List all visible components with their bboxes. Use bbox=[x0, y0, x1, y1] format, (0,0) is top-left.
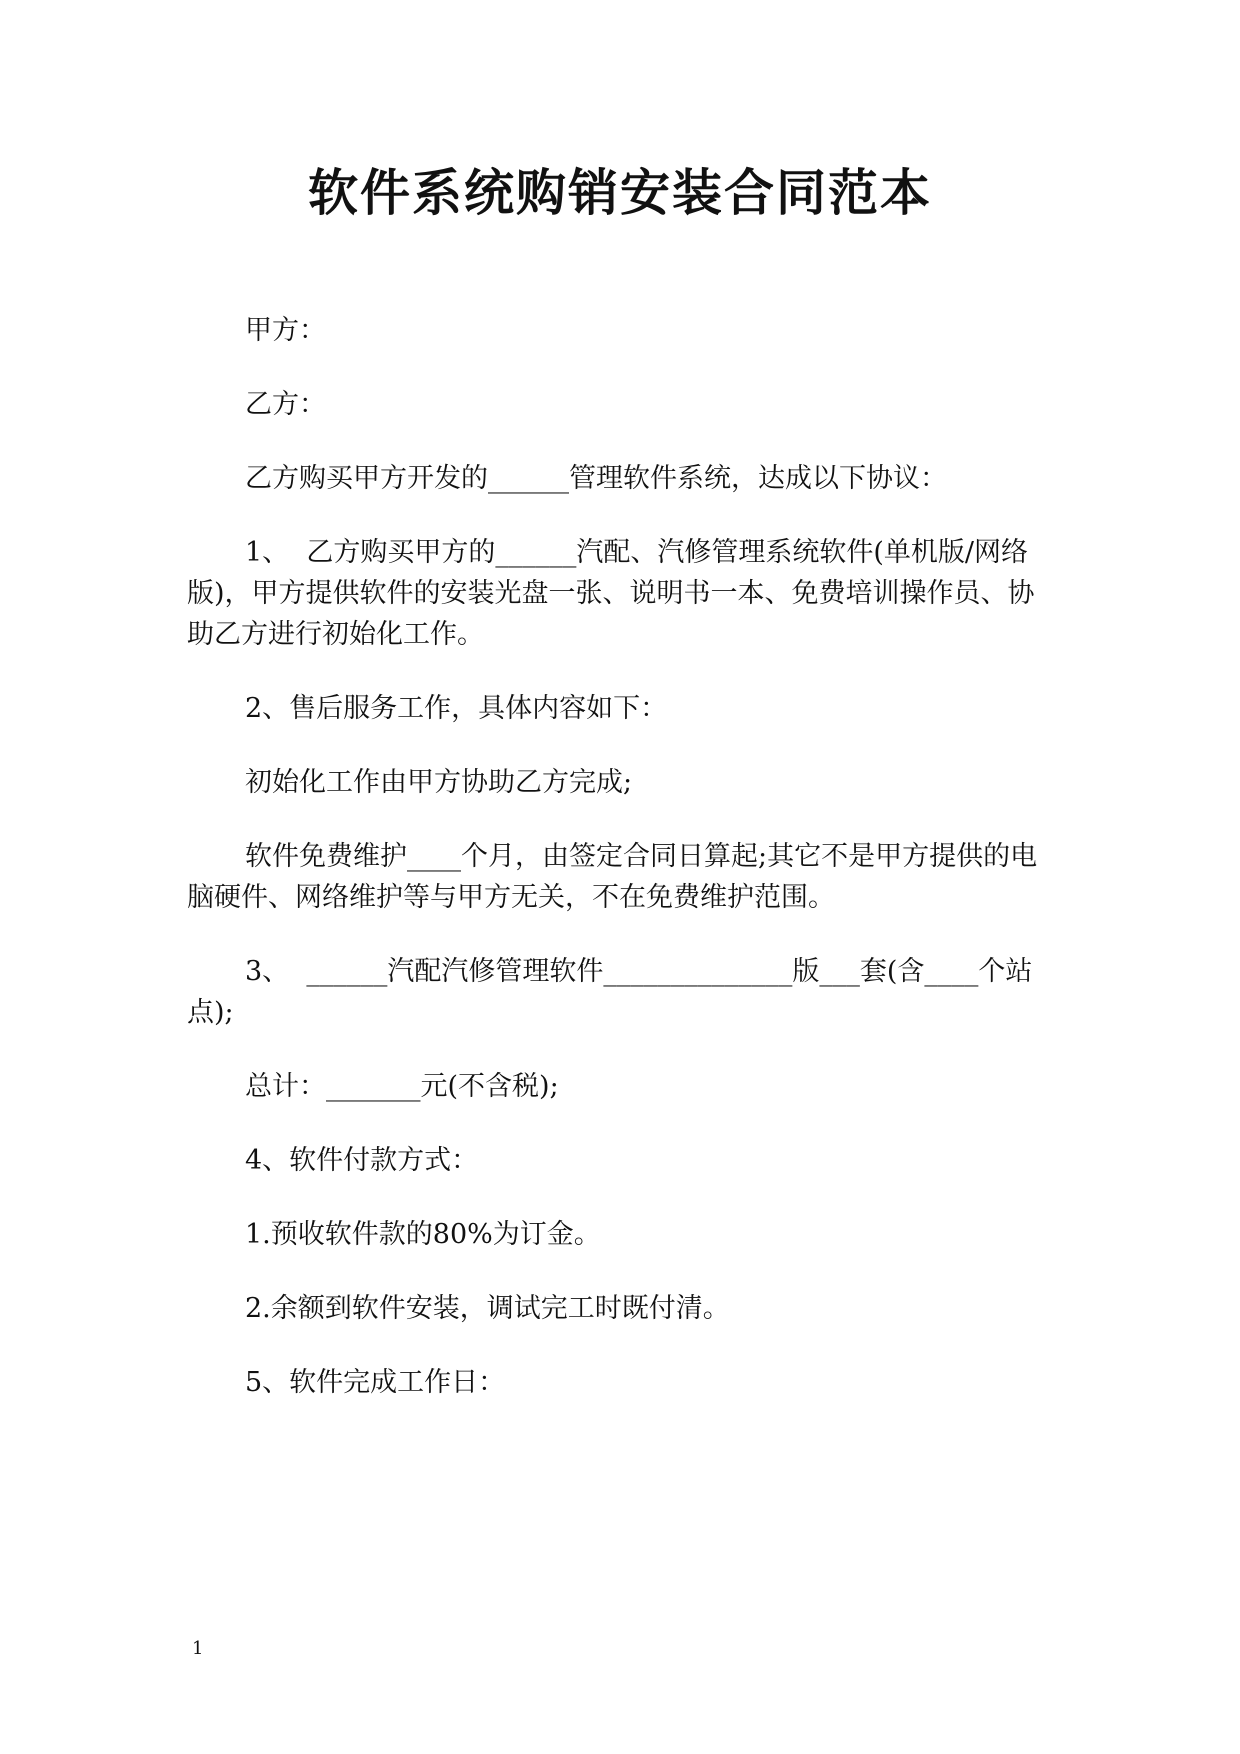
agreement-intro: 乙方购买甲方开发的______管理软件系统，达成以下协议： bbox=[245, 463, 947, 494]
clause-2-initialization: 初始化工作由甲方协助乙方完成; bbox=[245, 767, 633, 798]
clause-3: 3、 ______汽配汽修管理软件______________版___套(含____个站点); bbox=[187, 956, 1033, 1028]
clause-1: 1、 乙方购买甲方的______汽配、汽修管理系统软件(单机版/网络版)，甲方提供软件的安装光盘一张、说明书一本、免费培训操作员、协助乙方进行初始化工作。 bbox=[187, 537, 1035, 650]
clause-5: 5、软件完成工作日： bbox=[245, 1367, 506, 1398]
document-title: 软件系统购销安装合同范本 bbox=[308, 164, 932, 222]
payment-item-1: 1.预收软件款的80%为订金。 bbox=[245, 1219, 601, 1250]
party-b-line: 乙方： bbox=[245, 389, 326, 420]
total-line: 总计：_______元(不含税); bbox=[245, 1071, 559, 1102]
page-number: 1 bbox=[192, 1638, 204, 1659]
clause-2-maintenance: 软件免费维护____个月，由签定合同日算起;其它不是甲方提供的电脑硬件、网络维护等与甲方无关，不在免费维护范围。 bbox=[187, 841, 1038, 913]
payment-item-2: 2.余额到软件安装，调试完工时既付清。 bbox=[245, 1293, 730, 1324]
party-a-line: 甲方： bbox=[245, 315, 326, 346]
clause-2: 2、售后服务工作，具体内容如下： bbox=[245, 693, 668, 724]
clause-4: 4、软件付款方式： bbox=[245, 1145, 479, 1176]
document-body bbox=[187, 310, 1057, 1436]
